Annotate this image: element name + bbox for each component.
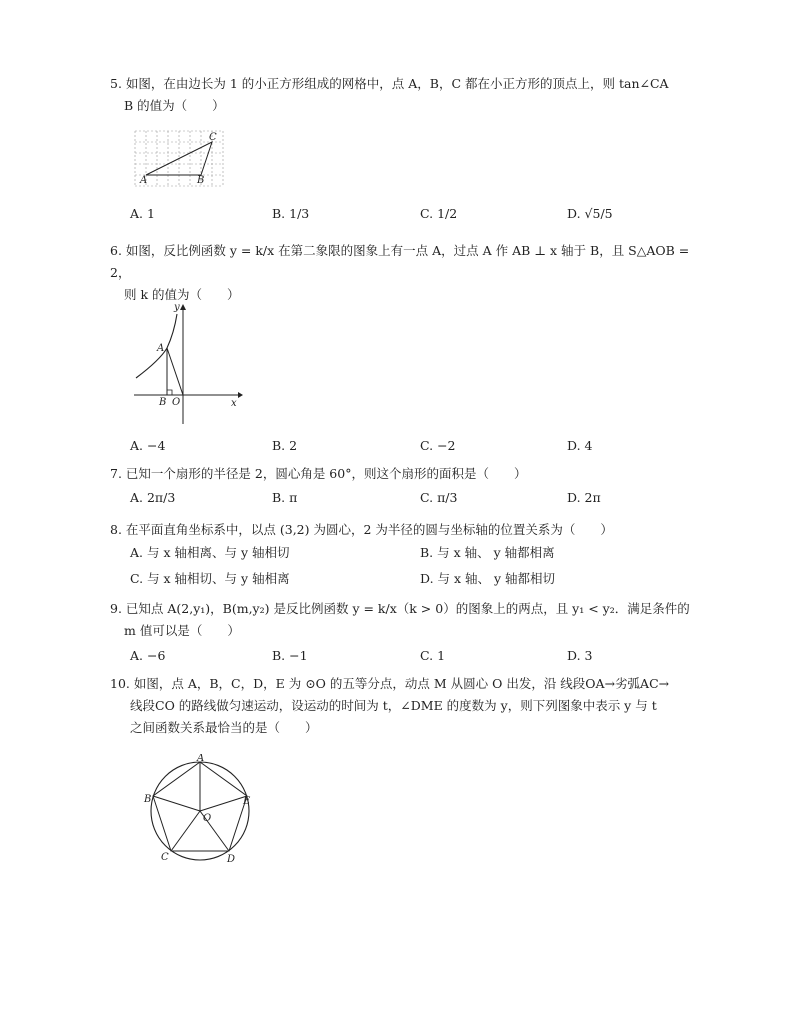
- question-5: [110, 73, 710, 117]
- question-7: [110, 463, 710, 485]
- q6-line1: 6. 如图，反比例函数 y = k/x 在第二象限的图象上有一点 A，过点 A 作 AB ⊥ x 轴于 B，且 S△AOB = 2，: [110, 243, 690, 280]
- point-b-label: B: [197, 175, 205, 186]
- q9-option-d[interactable]: D. 3: [567, 648, 593, 663]
- point-e-label: E: [243, 796, 251, 807]
- q7-options: [130, 490, 730, 512]
- q7-option-b[interactable]: B. π: [272, 490, 298, 505]
- q10-line1: 10. 如图，点 A，B，C，D，E 为 ⊙O 的五等分点，动点 M 从圆心 O 出发，沿 线段OA→劣弧AC→: [110, 676, 670, 691]
- point-d-label: D: [227, 854, 236, 865]
- q5-grid-figure: [133, 128, 225, 188]
- q9-line2: m 值可以是（ ）: [124, 623, 240, 638]
- q8-option-a[interactable]: A. 与 x 轴相离、与 y 轴相切: [130, 545, 290, 560]
- q8-option-d[interactable]: D. 与 x 轴、 y 轴都相切: [420, 571, 556, 586]
- y-axis-label: y: [174, 302, 180, 313]
- point-a-label: A: [140, 175, 148, 186]
- point-c-label: C: [161, 852, 169, 863]
- origin-label: O: [172, 397, 181, 408]
- q7-option-c[interactable]: C. π/3: [420, 490, 458, 505]
- q8-line1: 8. 在平面直角坐标系中，以点 (3,2) 为圆心，2 为半径的圆与坐标轴的位置关系为（ ）: [110, 522, 613, 537]
- q6-options: [130, 438, 730, 460]
- point-a-label: A: [197, 754, 205, 764]
- point-b-label: B: [159, 397, 167, 408]
- question-9: [110, 598, 710, 642]
- x-axis-label: x: [231, 398, 237, 409]
- triangle-abc: [146, 142, 212, 175]
- q9-options: [130, 648, 730, 670]
- q6-option-d[interactable]: D. 4: [567, 438, 593, 453]
- q6-option-c[interactable]: C. −2: [420, 438, 456, 453]
- q9-option-b[interactable]: B. −1: [272, 648, 308, 663]
- q7-line1: 7. 已知一个扇形的半径是 2，圆心角是 60°，则这个扇形的面积是（ ）: [110, 466, 527, 481]
- point-c-label: C: [209, 132, 217, 143]
- q8-options: [130, 543, 730, 591]
- q9-option-a[interactable]: A. −6: [130, 648, 166, 663]
- question-6: [110, 240, 710, 306]
- q5-option-d[interactable]: D. √5/5: [567, 206, 613, 221]
- q5-option-c[interactable]: C. 1/2: [420, 206, 458, 221]
- q7-option-a[interactable]: A. 2π/3: [130, 490, 176, 505]
- q8-option-c[interactable]: C. 与 x 轴相切、与 y 轴相离: [130, 571, 290, 586]
- q10-line3: 之间函数关系最恰当的是（ ）: [130, 720, 318, 735]
- q5-option-b[interactable]: B. 1/3: [272, 206, 310, 221]
- q9-line1: 9. 已知点 A(2,y₁)，B(m,y₂) 是反比例函数 y = k/x（k > 0）的图象上的两点，且 y₁ < y₂．满足条件的: [110, 601, 690, 616]
- q10-line2: 线段CO 的路线做匀速运动，设运动的时间为 t，∠DME 的度数为 y，则下列图象中表示 y 与 t: [130, 698, 657, 713]
- q5-option-a[interactable]: A. 1: [130, 206, 155, 221]
- point-a-label: A: [157, 343, 165, 354]
- q8-option-b[interactable]: B. 与 x 轴、 y 轴都相离: [420, 545, 555, 560]
- q7-option-d[interactable]: D. 2π: [567, 490, 601, 505]
- question-10: [110, 673, 710, 739]
- q9-option-c[interactable]: C. 1: [420, 648, 446, 663]
- question-8: [110, 519, 710, 541]
- q5-line2: B 的值为（ ）: [124, 98, 225, 113]
- center-o-label: O: [203, 813, 212, 824]
- q10-pentagon-figure: [140, 754, 260, 866]
- q6-line2: 则 k 的值为（ ）: [124, 287, 240, 302]
- q6-option-a[interactable]: A. −4: [130, 438, 166, 453]
- q6-option-b[interactable]: B. 2: [272, 438, 298, 453]
- point-b-label: B: [144, 794, 152, 805]
- q5-line1: 5. 如图，在由边长为 1 的小正方形组成的网格中，点 A，B，C 都在小正方形的顶点上，则 tan∠CA: [110, 76, 669, 91]
- q6-graph-figure: [130, 298, 245, 428]
- q5-options: [130, 206, 730, 228]
